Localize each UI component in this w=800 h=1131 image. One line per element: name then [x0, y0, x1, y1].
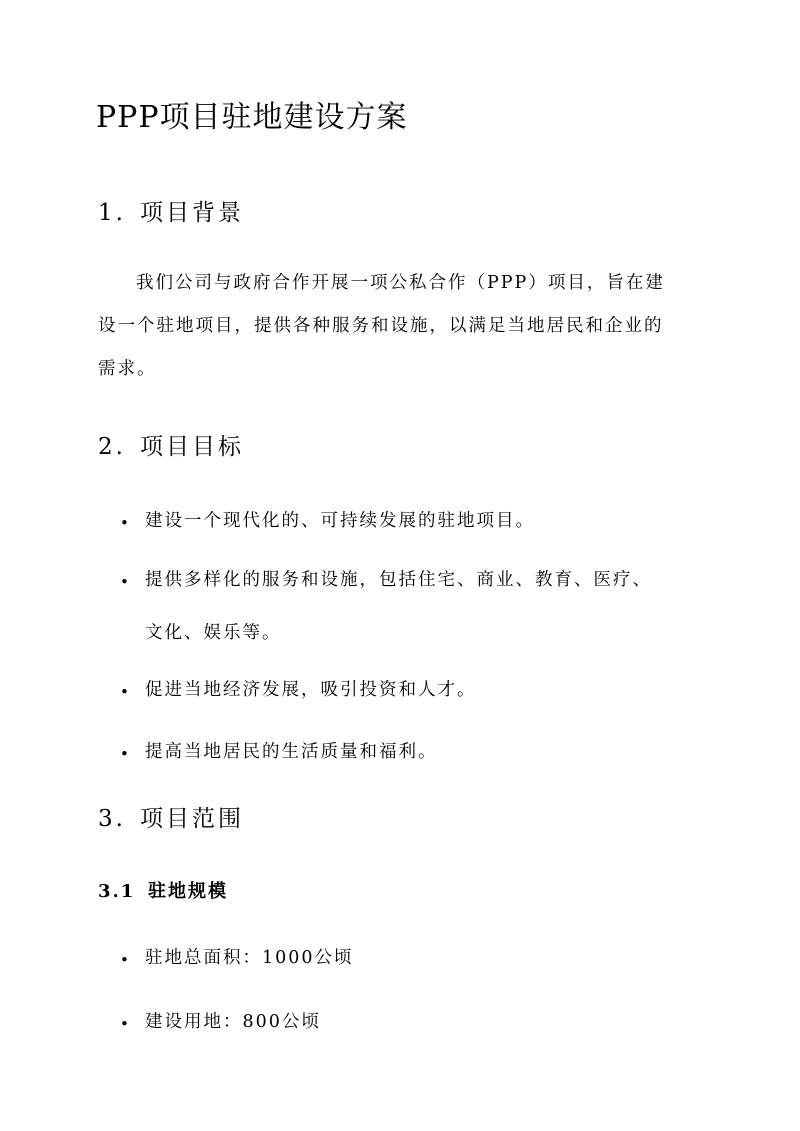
list-item-text: 提供多样化的服务和设施，包括住宅、商业、教育、医疗、 — [145, 570, 652, 590]
list-item-text: 文化、娱乐等。 — [145, 623, 282, 643]
section-1-paragraph — [98, 262, 702, 391]
section-title: 项目目标 — [140, 434, 244, 460]
list-item — [120, 932, 700, 985]
subsection-number: 3.1 — [98, 881, 136, 902]
bullet-icon: • — [120, 514, 131, 532]
subsection-title: 驻地规模 — [148, 881, 228, 902]
section-number: 3. — [98, 806, 126, 832]
list-item — [120, 664, 700, 717]
list-item — [120, 996, 700, 1049]
list-item — [120, 495, 700, 548]
subsection-3-1-heading — [98, 878, 228, 906]
paragraph-line: 我们公司与政府合作开展一项公私合作（PPP）项目，旨在建 — [136, 273, 665, 293]
section-title: 项目范围 — [140, 806, 244, 832]
section-1-heading — [98, 196, 244, 230]
list-item-text: 提高当地居民的生活质量和福利。 — [145, 742, 438, 762]
list-item-text: 建设用地：800公顷 — [145, 1012, 321, 1032]
bullet-icon: • — [120, 683, 131, 701]
list-item-text: 建设一个现代化的、可持续发展的驻地项目。 — [145, 511, 535, 531]
paragraph-line: 需求。 — [98, 359, 157, 379]
list-item — [120, 726, 700, 779]
section-2-heading — [98, 430, 244, 464]
bullet-icon: • — [120, 573, 131, 591]
section-3-heading — [98, 802, 244, 836]
section-number: 1. — [98, 200, 126, 226]
section-title: 项目背景 — [140, 200, 244, 226]
bullet-icon: • — [120, 745, 131, 763]
section-number: 2. — [98, 434, 126, 460]
list-item — [120, 554, 700, 660]
paragraph-line: 设一个驻地项目，提供各种服务和设施，以满足当地居民和企业的 — [98, 316, 664, 336]
document-title: PPP项目驻地建设方案 — [96, 100, 408, 135]
list-item-text: 促进当地经济发展，吸引投资和人才。 — [145, 680, 477, 700]
bullet-icon: • — [120, 951, 131, 969]
list-item-text: 驻地总面积：1000公顷 — [145, 948, 354, 968]
bullet-icon: • — [120, 1015, 131, 1033]
